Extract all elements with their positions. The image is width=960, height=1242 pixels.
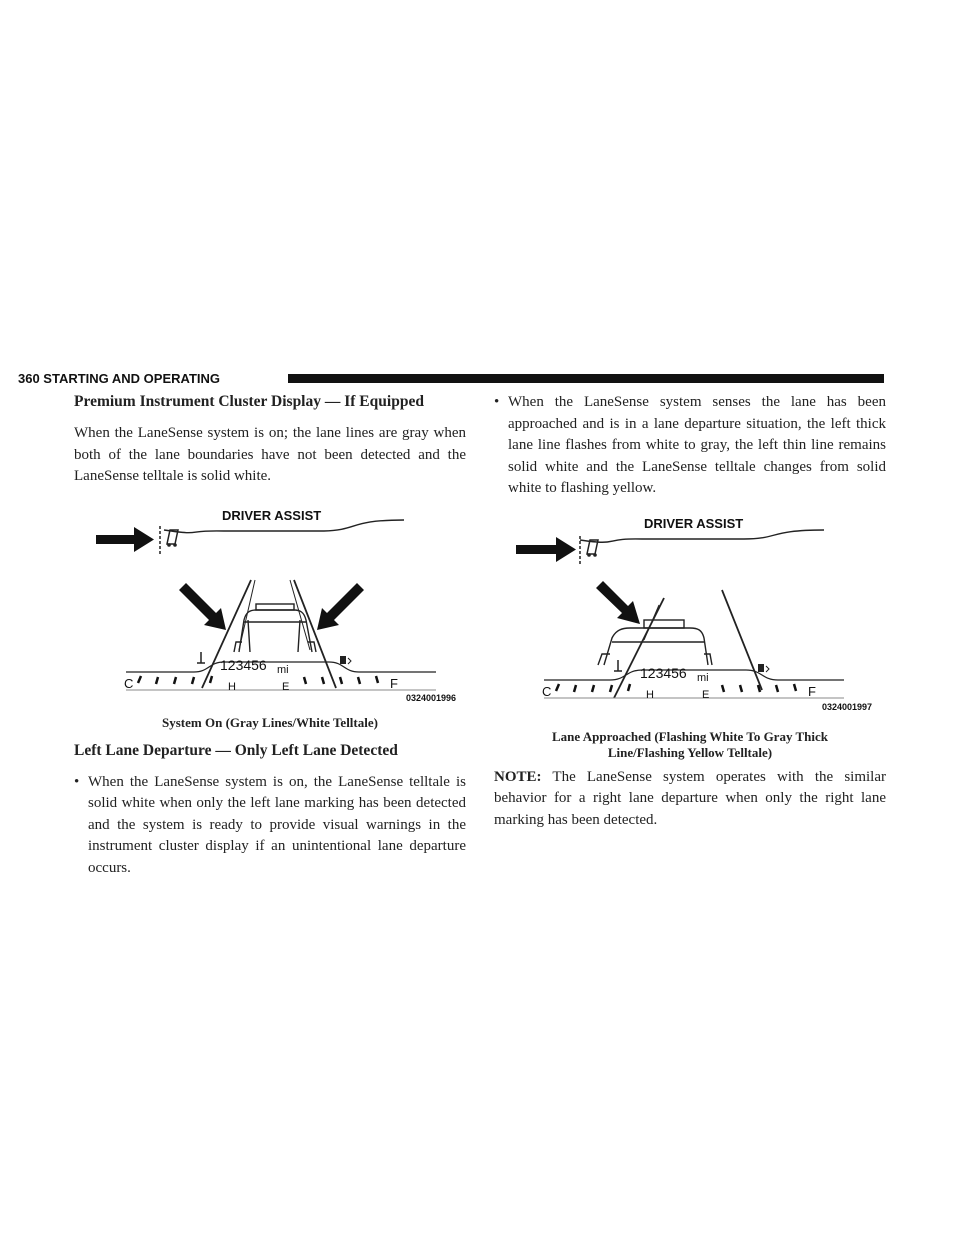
odometer-unit: mi [697, 671, 709, 684]
odometer-value: 123456 [640, 664, 687, 681]
fuel-icon [340, 656, 351, 664]
cluster-illustration-2 [494, 510, 886, 728]
gauge-f-label: F [808, 683, 816, 699]
right-column [494, 392, 886, 831]
gauge-c-label: C [124, 675, 134, 691]
odometer-value: 123456 [220, 656, 267, 673]
arrow-right-icon [516, 537, 576, 562]
arrow-right-icon [96, 527, 154, 552]
driver-assist-label: DRIVER ASSIST [644, 515, 744, 531]
heading-premium-cluster: Premium Instrument Cluster Display — If Equipped [74, 393, 424, 410]
figure-lane-approached [494, 510, 886, 761]
page-number-section: 360 STARTING AND OPERATING [18, 371, 221, 386]
fuel-icon [758, 664, 769, 672]
arrow-down-right-icon [179, 583, 226, 630]
list-item: • When the LaneSense system senses the lane has been approached and is in a lane departure situation, the left thick lane line flashes from white to gray, the left thin line remains solid white and the LaneSense telltale changes from solid white to flashing yellow. [494, 394, 886, 496]
gauge-h-label: H [646, 688, 654, 701]
vehicle-icon [598, 620, 712, 665]
figure-system-on [74, 500, 466, 731]
gauge-c-label: C [542, 683, 552, 699]
figure-caption-line1: Lane Approached (Flashing White To Gray Thick [552, 728, 828, 744]
gauge-e-label: E [702, 688, 710, 701]
page-header [18, 371, 884, 387]
left-column [74, 392, 466, 879]
gauge-f-label: F [390, 675, 398, 691]
list-item: • When the LaneSense system is on, the LaneSense telltale is solid white when only the left lane marking has been detected and the system is ready to provide visual warnings in the instrument cluster display if an unintentional lane departure occurs. [74, 773, 466, 876]
figure-code: 0324001996 [406, 692, 457, 703]
odometer-unit: mi [277, 663, 289, 676]
coolant-icon [197, 652, 205, 663]
coolant-icon [614, 660, 622, 671]
gauge-h-label: H [228, 680, 236, 693]
header-rule [288, 374, 884, 383]
arrow-down-left-icon [317, 583, 364, 630]
note-label: NOTE: [494, 768, 542, 785]
bullet-list-right [494, 392, 886, 500]
paragraph-system-on: When the LaneSense system is on; the lane lines are gray when both of the lane boundaries have not been detected and the LaneSense telltale is solid white. [74, 425, 466, 484]
driver-assist-label: DRIVER ASSIST [222, 507, 322, 523]
arrow-down-right-icon [596, 581, 640, 624]
note-text: The LaneSense system operates with the similar behavior for a right lane departure when only the right lane marking has been detected. [494, 768, 886, 828]
gauge-ticks [138, 676, 378, 684]
heading-left-lane-departure: Left Lane Departure — Only Left Lane Detected [74, 741, 398, 759]
bullet-list-left [74, 772, 466, 880]
figure-caption: System On (Gray Lines/White Telltale) [162, 714, 378, 730]
gauge-e-label: E [282, 680, 290, 693]
figure-code: 0324001997 [822, 701, 873, 712]
figure-caption-line2: Line/Flashing Yellow Telltale) [607, 744, 773, 760]
cluster-illustration-1 [74, 500, 466, 712]
note-paragraph [494, 767, 886, 832]
